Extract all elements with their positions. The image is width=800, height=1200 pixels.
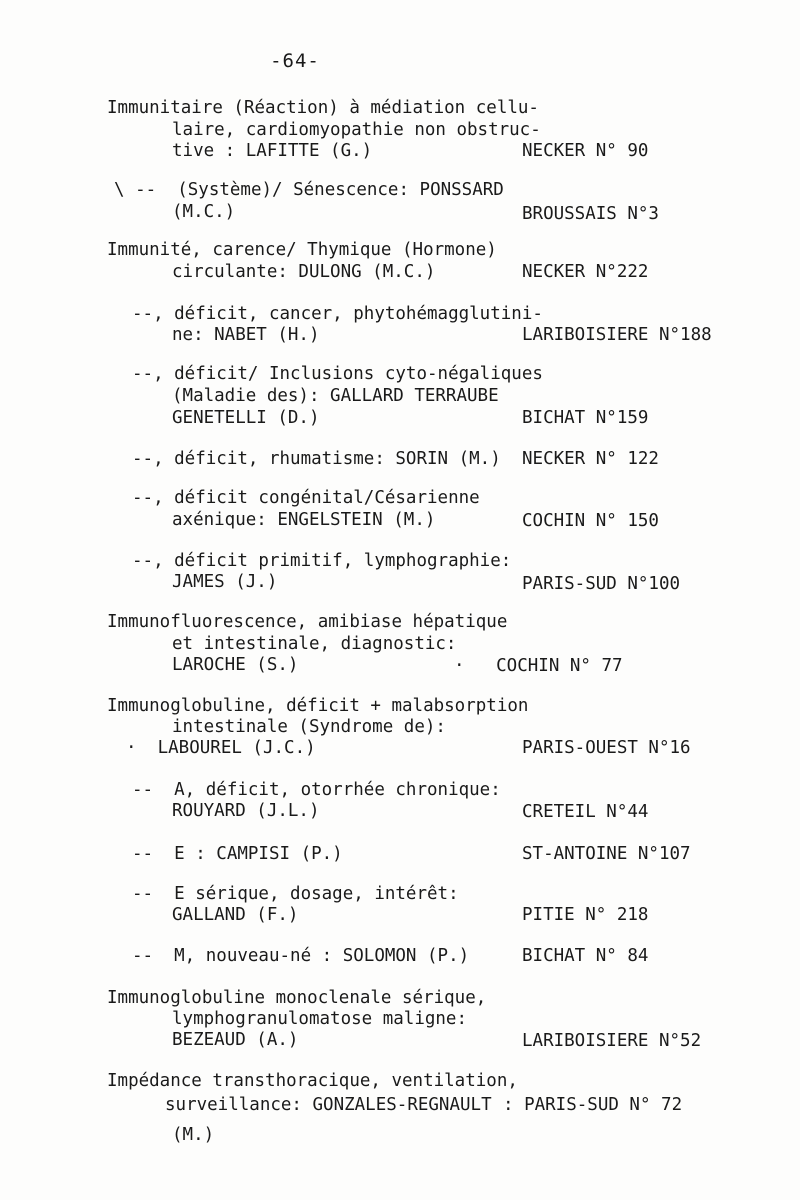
entry-continuation: JAMES (J.) xyxy=(172,572,278,592)
entry-heading: --, déficit/ Inclusions cyto-négaliques xyxy=(132,364,543,384)
entry-continuation: (M.C.) xyxy=(172,202,236,222)
hospital-reference: LARIBOISIERE N°52 xyxy=(522,1031,702,1051)
hospital-reference: ST-ANTOINE N°107 xyxy=(522,844,691,864)
entry-continuation: intestinale (Syndrome de): xyxy=(172,717,446,737)
hospital-reference: NECKER N° 90 xyxy=(522,141,649,161)
hospital-reference: LARIBOISIERE N°188 xyxy=(522,325,712,345)
entry-heading: -- M, nouveau-né : SOLOMON (P.) xyxy=(132,946,470,966)
hospital-reference: NECKER N° 122 xyxy=(522,449,659,469)
entry-continuation: ROUYARD (J.L.) xyxy=(172,801,320,821)
entry-heading: Immunoglobuline monoclenale sérique, xyxy=(107,988,487,1008)
hospital-reference: BROUSSAIS N°3 xyxy=(522,204,659,224)
entry-heading: --, déficit congénital/Césarienne xyxy=(132,488,480,508)
hospital-reference: BICHAT N° 84 xyxy=(522,946,649,966)
entry-continuation: tive : LAFITTE (G.) xyxy=(172,141,373,161)
entry-heading: Immunité, carence/ Thymique (Hormone) xyxy=(107,240,497,260)
entry-continuation: ne: NABET (H.) xyxy=(172,325,320,345)
hospital-reference: PITIE N° 218 xyxy=(522,905,649,925)
entry-continuation: circulante: DULONG (M.C.) xyxy=(172,262,436,282)
entry-heading: \ -- (Système)/ Sénescence: PONSSARD xyxy=(114,180,504,200)
entry-heading: --, déficit, cancer, phytohémagglutini- xyxy=(132,304,543,324)
entry-continuation: GENETELLI (D.) xyxy=(172,408,320,428)
entry-heading: Immunoglobuline, déficit + malabsorption xyxy=(107,696,529,716)
hospital-reference: · COCHIN N° 77 xyxy=(454,656,623,676)
hospital-reference: PARIS-SUD N°100 xyxy=(522,574,681,594)
entry-heading: --, déficit primitif, lymphographie: xyxy=(132,551,512,571)
entry-heading: -- E sérique, dosage, intérêt: xyxy=(132,884,459,904)
entry-heading: Impédance transthoracique, ventilation, xyxy=(107,1071,518,1091)
hospital-reference: NECKER N°222 xyxy=(522,262,649,282)
hospital-reference: PARIS-OUEST N°16 xyxy=(522,738,691,758)
hospital-reference: CRETEIL N°44 xyxy=(522,802,649,822)
entry-heading: Immunitaire (Réaction) à médiation cellu- xyxy=(107,98,539,118)
entry-continuation: axénique: ENGELSTEIN (M.) xyxy=(172,510,436,530)
entry-continuation: (M.) xyxy=(172,1125,215,1145)
entry-continuation: laire, cardiomyopathie non obstruc- xyxy=(172,120,541,140)
entry-continuation: GALLAND (F.) xyxy=(172,905,299,925)
entry-continuation: LAROCHE (S.) xyxy=(172,655,299,675)
entry-continuation: lymphogranulomatose maligne: xyxy=(172,1009,468,1029)
entry-heading: --, déficit, rhumatisme: SORIN (M.) xyxy=(132,449,501,469)
entry-heading: -- E : CAMPISI (P.) xyxy=(132,844,343,864)
hospital-reference: BICHAT N°159 xyxy=(522,408,649,428)
entry-continuation: · LABOUREL (J.C.) xyxy=(126,738,316,758)
hospital-reference: : PARIS-SUD N° 72 xyxy=(503,1095,683,1115)
entry-heading: -- A, déficit, otorrhée chronique: xyxy=(132,780,501,800)
entry-continuation: BEZEAUD (A.) xyxy=(172,1030,299,1050)
entry-continuation: (Maladie des): GALLARD TERRAUBE xyxy=(172,386,499,406)
entry-continuation: surveillance: GONZALES-REGNAULT xyxy=(165,1095,492,1115)
page-number: -64- xyxy=(270,50,320,72)
hospital-reference: COCHIN N° 150 xyxy=(522,511,659,531)
entry-continuation: et intestinale, diagnostic: xyxy=(172,634,457,654)
entry-heading: Immunofluorescence, amibiase hépatique xyxy=(107,612,508,632)
